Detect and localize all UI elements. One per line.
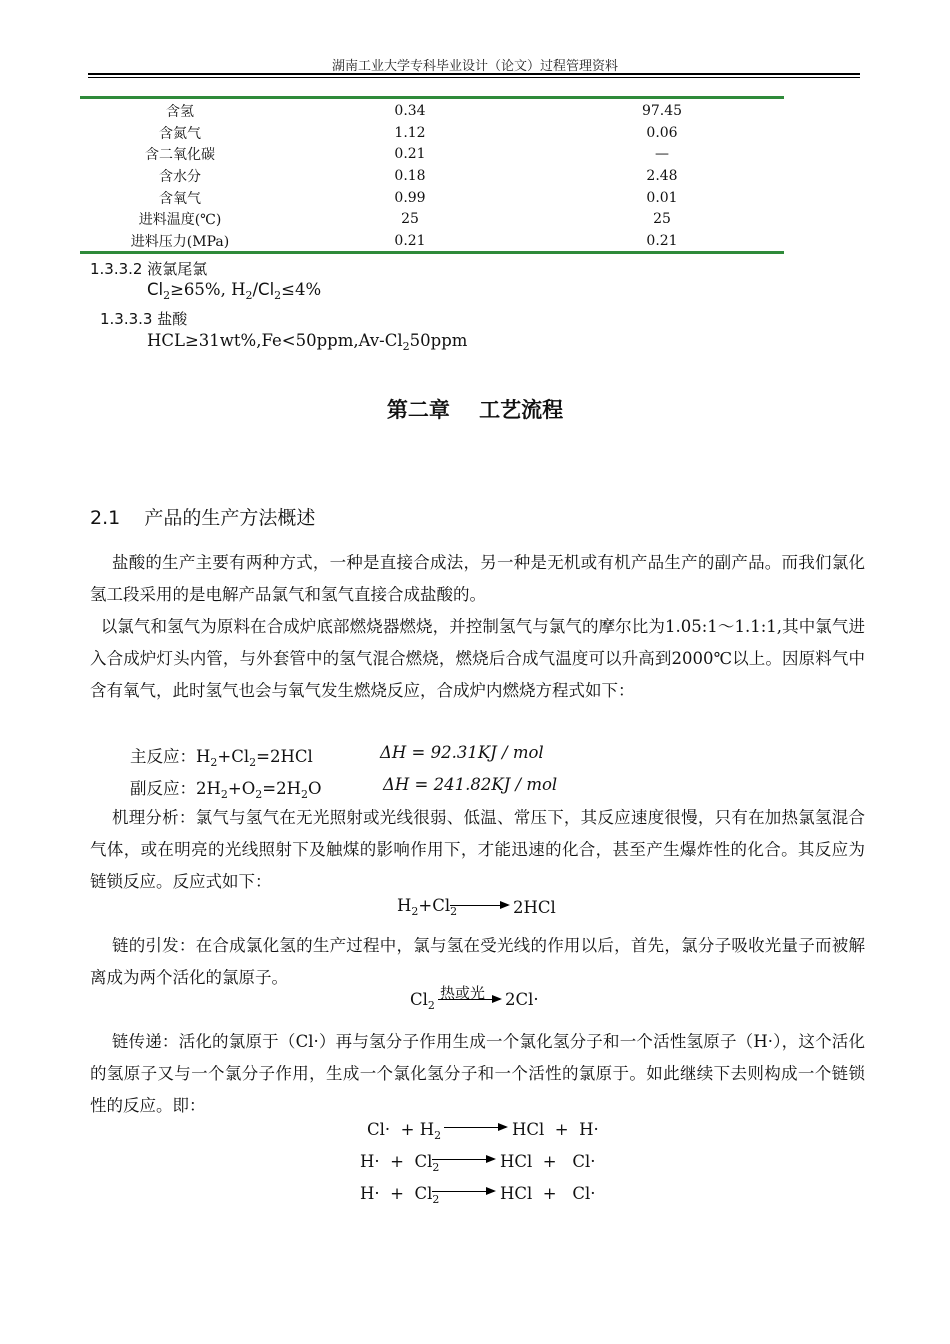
chain-step-1-arrow (444, 1127, 506, 1128)
row-label: 进料温度(℃) (138, 212, 222, 229)
chapter-title: 第二章 工艺流程 (386, 397, 564, 422)
tail-chlorine-spec: $Cl_2\ge 65\%$, $H_2/Cl_2\le 4\%$ (147, 280, 322, 302)
table-bottom-border (80, 251, 784, 254)
value-col-2: 25 (653, 211, 671, 228)
section-title-2-1: 2.1 产品的生产方法概述 (90, 507, 316, 529)
paragraph-2: 以氯气和氢气为原料在合成炉底部燃烧器燃烧，并控制氢气与氯气的摩尔比为1.05:1～1.1:1,其中氯气进入合成炉灯头内管，与外套管中的氢气混合燃烧，燃烧后合成气温度可以升高到2000℃以上。因原料气中含有氧气，此时氢气也会与氧气发生燃烧反应，合成炉内燃烧方程式如下： (90, 617, 865, 700)
heading-1333: 1.3.3.3 盐酸 (100, 310, 188, 328)
table-row (80, 230, 784, 252)
value-col-2: 2.48 (646, 167, 678, 184)
table-row (80, 143, 784, 165)
value-col-1: 0.21 (394, 232, 426, 249)
value-col-1: 0.34 (394, 102, 426, 119)
chain-step-1-left: $Cl\cdot + H_2$ (367, 1120, 442, 1142)
value-col-2: 97.45 (641, 102, 683, 119)
feed-spec-table (80, 100, 784, 252)
chain-step-3-arrow (432, 1191, 494, 1192)
paragraph-1: 盐酸的生产主要有两种方式，一种是直接合成法，另一种是无机或有机产品生产的副产品。而我们氯化氢工段采用的是电解产品氯气和氢气直接合成盐酸的。 (90, 553, 866, 604)
header-rule-thick (88, 73, 860, 75)
value-col-2: 0.06 (646, 124, 678, 141)
value-col-2: — (655, 146, 669, 163)
row-label: 含水分 (159, 168, 201, 185)
value-col-1: 0.18 (394, 167, 426, 184)
chain-step-3-right: HCl + Cl· (500, 1184, 596, 1203)
chain-step-2-left: $H\cdot + Cl_2$ (360, 1152, 440, 1174)
row-label: 含氢 (166, 103, 194, 120)
header-rule-thin (88, 77, 860, 78)
page-header: 湖南工业大学专科毕业设计（论文）过程管理资料 (331, 59, 618, 74)
initiation-arrow (438, 999, 500, 1000)
initiation-left: $Cl_2$ (410, 990, 435, 1012)
side-reaction-enthalpy: ΔH = 241.82KJ / mol (383, 775, 558, 794)
paragraph-3: 机理分析：氯气与氢气在无光照射或光线很弱、低温、常压下，其反应速度很慢，只有在加热氯氢混合气体，或在明亮的光线照射下及触煤的影响作用下，才能迅速的化合，甚至产生爆炸性的化合。其反应为链锁反应。反应式如下： (90, 808, 866, 891)
side-reaction: 副反应：$2H_2+O_2=2H_2O$ (130, 779, 322, 801)
overall-reaction-left: $H_2+Cl_2$ (397, 896, 458, 918)
main-reaction-enthalpy: ΔH = 92.31KJ / mol (380, 743, 544, 762)
table-row (80, 165, 784, 187)
chain-step-2-right: HCl + Cl· (500, 1152, 596, 1171)
value-col-1: 0.99 (394, 189, 426, 206)
value-col-1: 25 (401, 211, 419, 228)
heading-1332: 1.3.3.2 液氯尾氯 (90, 260, 208, 278)
initiation-condition: 热或光 (440, 984, 486, 1002)
row-label: 含氧气 (159, 190, 201, 207)
table-top-border (80, 96, 784, 99)
table-row (80, 122, 784, 144)
main-reaction: 主反应：$H_2+Cl_2=2HCl$ (130, 747, 313, 769)
reaction-arrow (450, 905, 508, 906)
value-col-2: 0.01 (646, 189, 678, 206)
chain-step-3-left: $H\cdot + Cl_2$ (360, 1184, 440, 1206)
chain-step-2-arrow (432, 1159, 494, 1160)
initiation-right: 2Cl· (505, 990, 539, 1009)
paragraph-4: 链的引发：在合成氯化氢的生产过程中，氯与氢在受光线的作用以后，首先，氯分子吸收光量子而被解离成为两个活化的氯原子。 (90, 936, 866, 987)
table-row (80, 100, 784, 122)
overall-reaction-right: 2HCl (513, 898, 556, 917)
row-label: 含氮气 (159, 125, 201, 142)
value-col-2: 0.21 (646, 232, 678, 249)
table-row (80, 208, 784, 230)
value-col-1: 0.21 (394, 146, 426, 163)
hcl-spec: $HCL\ge 31wt\%,Fe<50ppm,Av-Cl_250ppm$ (147, 331, 468, 353)
value-col-1: 1.12 (394, 124, 426, 141)
row-label: 进料压力(MPa) (130, 233, 230, 250)
chain-step-1-right: HCl + H· (512, 1120, 599, 1139)
paragraph-5: 链传递：活化的氯原于（Cl·）再与氢分子作用生成一个氯化氢分子和一个活性氢原子（H·），这个活化的氢原子又与一个氯分子作用，生成一个氯化氢分子和一个活性的氯原于。如此继续下去则构成一个链锁性的反应。即： (90, 1032, 865, 1115)
row-label: 含二氧化碳 (145, 147, 215, 164)
table-row (80, 187, 784, 209)
